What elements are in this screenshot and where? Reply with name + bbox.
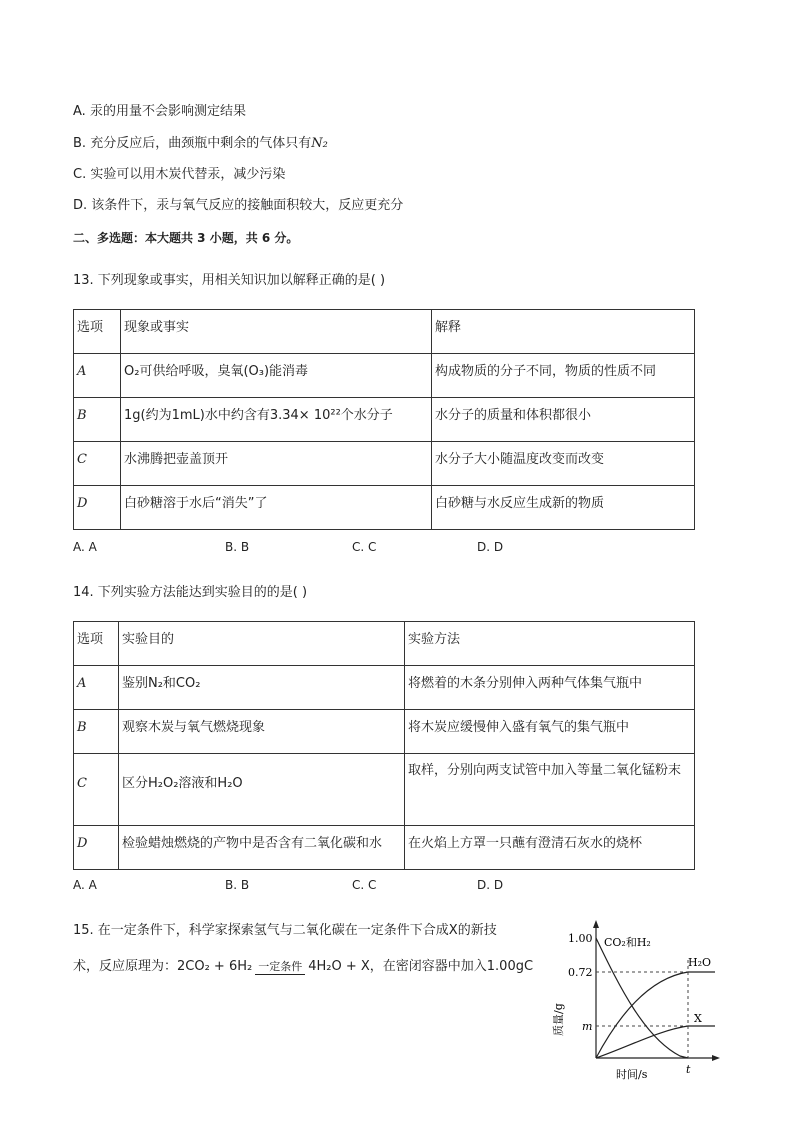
y-tick-072: 0.72: [568, 966, 593, 979]
goal-cell: 观察木炭与氧气燃烧现象: [119, 710, 405, 754]
table-row: [74, 354, 695, 398]
q15-mass-time-graph: [540, 918, 740, 1088]
table-row: [74, 754, 695, 826]
series-label-x: X: [694, 1012, 702, 1025]
y-tick-100: 1.00: [568, 932, 593, 945]
explain-cell: 白砂糖与水反应生成新的物质: [432, 486, 695, 530]
table-row: [74, 710, 695, 754]
reaction-condition: 一定条件: [255, 960, 305, 975]
table-row: [74, 442, 695, 486]
x-axis-arrow-icon: [712, 1055, 720, 1061]
table-header-row: [74, 622, 695, 666]
table-row: [74, 666, 695, 710]
x-tick-t: t: [686, 1063, 691, 1076]
header-cell: 解释: [432, 310, 695, 354]
option-cell: C: [74, 442, 121, 486]
choice-c[interactable]: C. C: [352, 878, 377, 892]
explain-cell: 水分子的质量和体积都很小: [432, 398, 695, 442]
method-cell: 将燃着的木条分别伸入两种气体集气瓶中: [405, 666, 695, 710]
series-label-reactants: CO₂和H₂: [604, 936, 651, 949]
q13-table: [73, 309, 695, 530]
table-row: [74, 826, 695, 870]
x-curve: [596, 1026, 715, 1058]
table-header-row: [74, 310, 695, 354]
explain-cell: 水分子大小随温度改变而改变: [432, 442, 695, 486]
method-cell: 将木炭应缓慢伸入盛有氧气的集气瓶中: [405, 710, 695, 754]
header-cell: 选项: [74, 622, 119, 666]
q15-line2: [73, 958, 533, 976]
y-axis-label: 质量/g: [552, 1003, 565, 1036]
q14-stem: 14. 下列实验方法能达到实验目的的是( ): [73, 585, 308, 600]
method-cell: 取样，分别向两支试管中加入等量二氧化锰粉末: [405, 754, 695, 826]
goal-cell: 区分H₂O₂溶液和H₂O: [119, 754, 405, 826]
fact-cell: 水沸腾把壶盖顶开: [121, 442, 432, 486]
q15-line1: 15. 在一定条件下，科学家探索氢气与二氧化碳在一定条件下合成X的新技: [73, 923, 497, 938]
choice-a[interactable]: A. A: [73, 878, 97, 892]
choice-b[interactable]: B. B: [225, 878, 250, 892]
choice-b[interactable]: B. B: [225, 540, 250, 554]
header-cell: 现象或事实: [121, 310, 432, 354]
option-cell: B: [74, 710, 119, 754]
q13-stem: 13. 下列现象或事实，用相关知识加以解释正确的是( ): [73, 273, 386, 288]
q12-option-a: A. 汞的用量不会影响测定结果: [73, 104, 246, 119]
series-label-h2o: H₂O: [688, 956, 712, 969]
choice-a[interactable]: A. A: [73, 540, 97, 554]
table-row: [74, 486, 695, 530]
choice-d[interactable]: D. D: [477, 540, 504, 554]
explain-cell: 构成物质的分子不同，物质的性质不同: [432, 354, 695, 398]
fact-cell: 白砂糖溶于水后“消失”了: [121, 486, 432, 530]
choice-d[interactable]: D. D: [477, 878, 504, 892]
y-tick-m: m: [582, 1020, 593, 1033]
method-cell: 在火焰上方罩一只蘸有澄清石灰水的烧杯: [405, 826, 695, 870]
choice-c[interactable]: C. C: [352, 540, 377, 554]
q12-option-c: C. 实验可以用木炭代替汞，减少污染: [73, 167, 286, 182]
header-cell: 选项: [74, 310, 121, 354]
header-cell: 实验目的: [119, 622, 405, 666]
header-cell: 实验方法: [405, 622, 695, 666]
option-cell: A: [74, 666, 119, 710]
option-cell: D: [74, 486, 121, 530]
q14-table: [73, 621, 695, 870]
x-axis-label: 时间/s: [616, 1068, 648, 1081]
q15-equation-right: 4H₂O + X，在密闭容器中加入1.00gC: [308, 959, 534, 974]
section-heading: 二、多选题：本大题共 3 小题，共 6 分。: [73, 231, 299, 245]
y-axis-arrow-icon: [593, 920, 599, 928]
option-cell: B: [74, 398, 121, 442]
goal-cell: 检验蜡烛燃烧的产物中是否含有二氧化碳和水: [119, 826, 405, 870]
option-cell: D: [74, 826, 119, 870]
fact-cell: 1g(约为1mL)水中约含有3.34× 10²²个水分子: [121, 398, 432, 442]
q15-equation-left: 术，反应原理为：2CO₂ + 6H₂: [73, 959, 253, 974]
option-cell: A: [74, 354, 121, 398]
q12-option-d: D. 该条件下，汞与氧气反应的接触面积较大，反应更充分: [73, 198, 404, 213]
goal-cell: 鉴别N₂和CO₂: [119, 666, 405, 710]
fact-cell: O₂可供给呼吸，臭氧(O₃)能消毒: [121, 354, 432, 398]
table-row: [74, 398, 695, 442]
option-cell: C: [74, 754, 119, 826]
q12-option-b: B. 充分反应后，曲颈瓶中剩余的气体只有N₂: [73, 136, 328, 151]
